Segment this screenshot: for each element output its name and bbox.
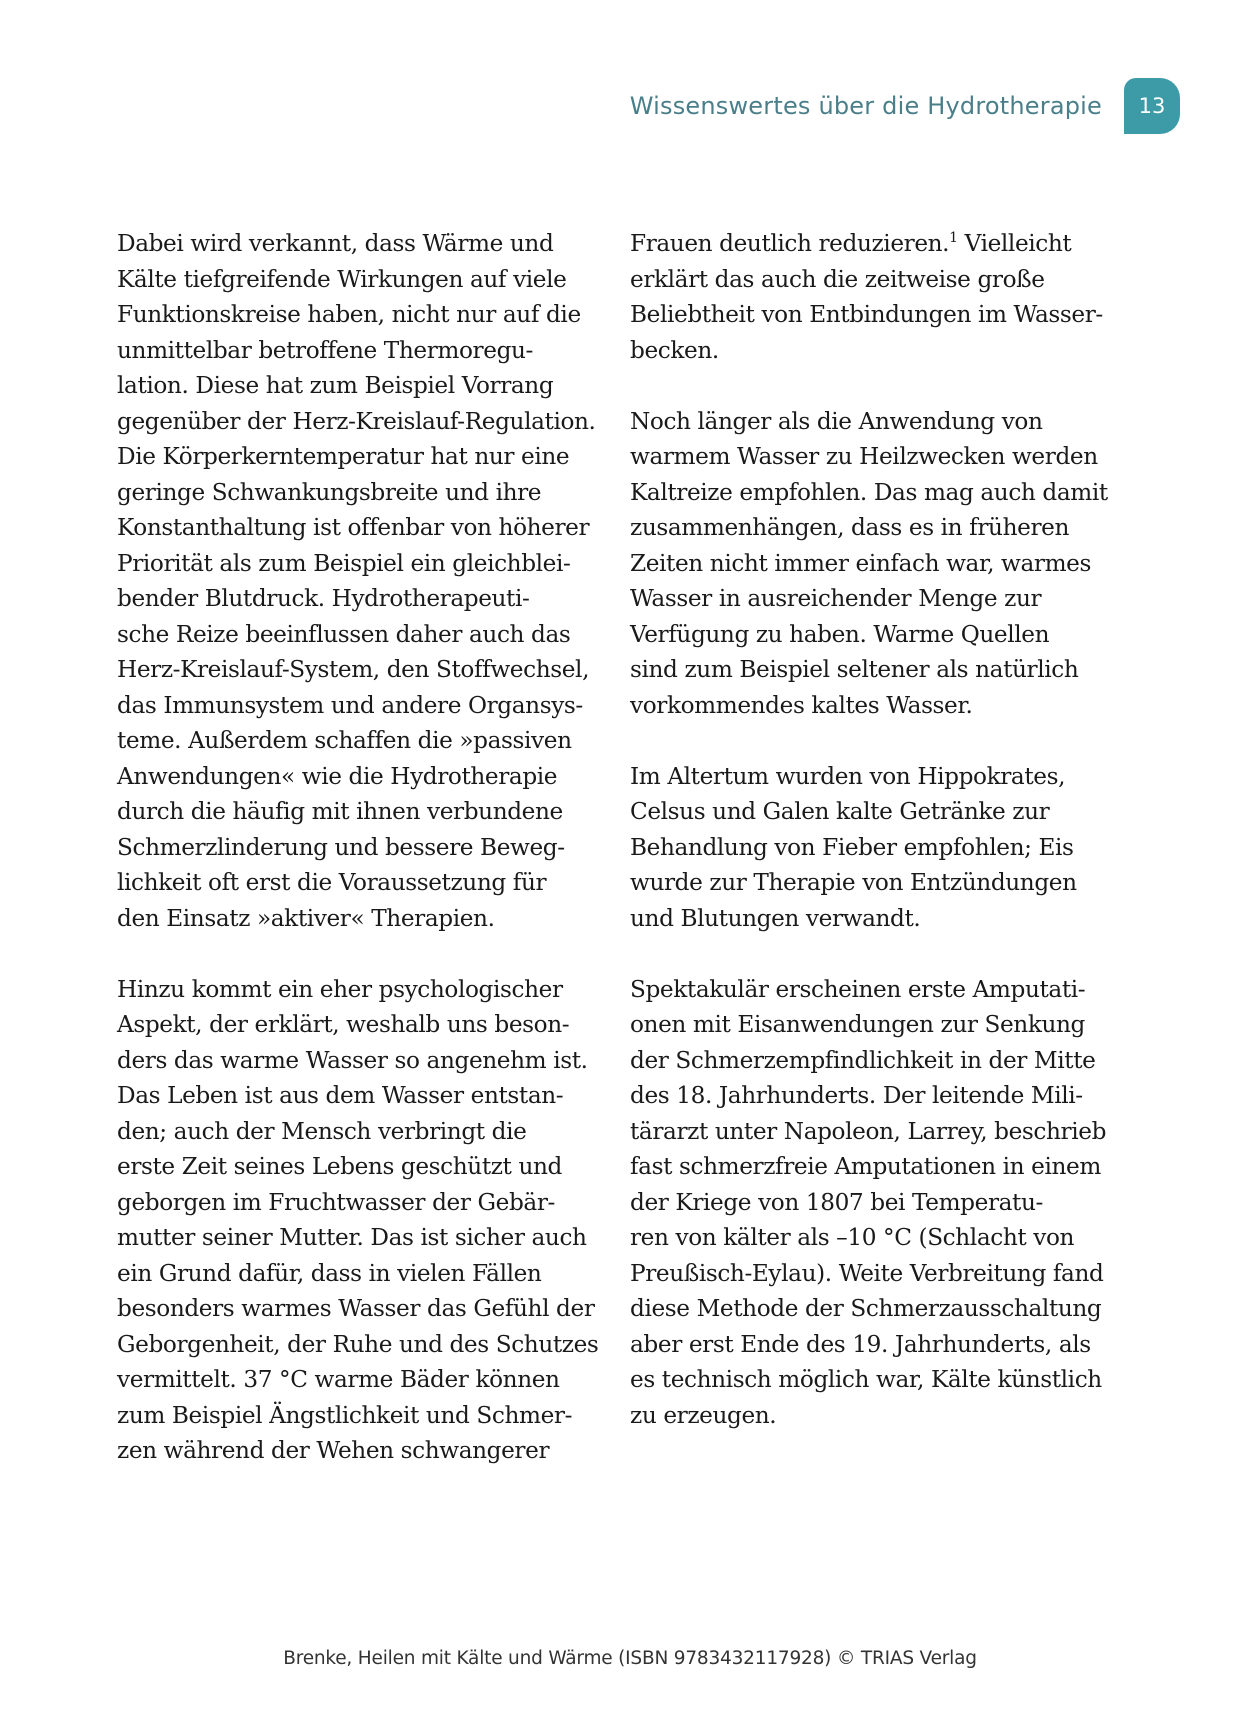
text-line: Kaltreize empfohlen. Das mag auch damit — [630, 478, 1108, 506]
paragraph — [630, 972, 1108, 1434]
text-fragment: Vielleicht — [957, 230, 1072, 257]
page-number-badge — [1124, 78, 1180, 134]
paragraph-gap — [630, 723, 1108, 759]
text-line: teme. Außerdem schaffen die »passiven — [117, 727, 572, 754]
text-line: ein Grund dafür, dass in vielen Fällen — [117, 1259, 542, 1287]
text-line: Dabei wird verkannt, dass Wärme und — [117, 230, 554, 257]
text-line: Anwendungen« wie die Hydrotherapie — [117, 762, 558, 790]
text-line: Funktionskreise haben, nicht nur auf die — [117, 301, 581, 328]
text-line: Im Altertum wurden von Hippokrates, — [630, 762, 1066, 790]
text-line: Spektakulär erscheinen erste Amputati- — [630, 975, 1086, 1003]
text-line: mutter seiner Mutter. Das ist sicher auch — [117, 1224, 587, 1251]
paragraph — [630, 226, 1108, 368]
paragraph-gap — [630, 936, 1108, 972]
text-line: der Kriege von 1807 bei Temperatu- — [630, 1188, 1043, 1216]
text-line: Noch länger als die Anwendung von — [630, 407, 1043, 435]
paragraph-gap — [117, 936, 595, 972]
text-line: den Einsatz »aktiver« Therapien. — [117, 904, 495, 932]
text-line: Zeiten nicht immer einfach war, warmes — [630, 549, 1092, 577]
text-line: Wasser in ausreichender Menge zur — [630, 585, 1042, 612]
text-line: Geborgenheit, der Ruhe und des Schutzes — [117, 1330, 599, 1358]
text-line: onen mit Eisanwendungen zur Senkung — [630, 1011, 1086, 1038]
running-header-title: Wissenswertes über die Hydrotherapie — [629, 92, 1102, 120]
paragraph-gap — [630, 368, 1108, 404]
text-line: Schmerzlinderung und bessere Beweg- — [117, 833, 565, 861]
text-line: den; auch der Mensch verbringt die — [117, 1117, 527, 1145]
text-line: vermittelt. 37 °C warme Bäder können — [117, 1366, 560, 1393]
text-line — [630, 226, 1108, 262]
text-line: Beliebtheit von Entbindungen im Wasser- — [630, 301, 1103, 328]
text-line: bender Blutdruck. Hydrotherapeuti- — [117, 585, 530, 612]
text-line: lichkeit oft erst die Voraussetzung für — [117, 869, 547, 896]
text-line: warmem Wasser zu Heilzwecken werden — [630, 443, 1098, 470]
text-line: Behandlung von Fieber empfohlen; Eis — [630, 833, 1074, 861]
text-line: das Immunsystem und andere Organsys- — [117, 691, 583, 719]
text-line: wurde zur Therapie von Entzündungen — [630, 869, 1077, 896]
text-line: durch die häufig mit ihnen verbundene — [117, 798, 563, 825]
text-line: geborgen im Fruchtwasser der Gebär- — [117, 1188, 555, 1216]
copyright-footer: Brenke, Heilen mit Kälte und Wärme (ISBN 9783432117928) © TRIAS Verlag — [283, 1648, 977, 1669]
text-line: unmittelbar betroffene Thermoregu- — [117, 336, 533, 364]
text-line: ders das warme Wasser so angenehm ist. — [117, 1046, 588, 1074]
text-line: erklärt das auch die zeitweise große — [630, 265, 1045, 293]
text-line: Das Leben ist aus dem Wasser entstan- — [117, 1082, 564, 1109]
text-line: Herz-Kreislauf-System, den Stoffwechsel, — [117, 656, 590, 683]
text-fragment: Frauen deutlich reduzieren. — [630, 230, 950, 257]
text-line: zen während der Wehen schwangerer — [117, 1437, 550, 1464]
paragraph — [630, 404, 1108, 724]
text-line: fast schmerzfreie Amputationen in einem — [630, 1153, 1101, 1180]
text-line: ren von kälter als –10 °C (Schlacht von — [630, 1224, 1075, 1251]
text-line: Preußisch-Eylau). Weite Verbreitung fand — [630, 1259, 1104, 1287]
text-line: zum Beispiel Ängstlichkeit und Schmer- — [117, 1401, 573, 1429]
text-line: vorkommendes kaltes Wasser. — [630, 691, 973, 719]
text-line: Priorität als zum Beispiel ein gleichblei- — [117, 549, 571, 577]
text-line: becken. — [630, 336, 719, 364]
text-line: Aspekt, der erklärt, weshalb uns beson- — [117, 1011, 570, 1038]
text-line: besonders warmes Wasser das Gefühl der — [117, 1295, 595, 1322]
text-line: gegenüber der Herz-Kreislauf-Regulation. — [117, 407, 596, 435]
footnote-marker: 1 — [949, 230, 958, 246]
page-number: 13 — [1138, 94, 1166, 118]
paragraph — [117, 226, 595, 936]
text-line: Verfügung zu haben. Warme Quellen — [630, 620, 1050, 648]
left-column — [117, 226, 599, 1469]
text-line: Die Körperkerntemperatur hat nur eine — [117, 443, 570, 470]
text-line: des 18. Jahrhunderts. Der leitende Mili- — [630, 1082, 1083, 1109]
text-line: zu erzeugen. — [630, 1401, 777, 1429]
right-column — [630, 226, 1108, 1433]
text-line: geringe Schwankungsbreite und ihre — [117, 478, 542, 506]
text-line: sind zum Beispiel seltener als natürlich — [630, 656, 1079, 683]
text-line: lation. Diese hat zum Beispiel Vorrang — [117, 372, 554, 399]
text-line: Konstanthaltung ist offenbar von höherer — [117, 514, 590, 541]
text-line: diese Methode der Schmerzausschaltung — [630, 1295, 1102, 1322]
text-line: und Blutungen verwandt. — [630, 904, 921, 932]
text-line: Celsus und Galen kalte Getränke zur — [630, 798, 1050, 825]
text-line: erste Zeit seines Lebens geschützt und — [117, 1153, 562, 1180]
text-line: Hinzu kommt ein eher psychologischer — [117, 975, 563, 1003]
text-line: zusammenhängen, dass es in früheren — [630, 514, 1069, 541]
paragraph — [630, 759, 1108, 937]
text-line: Kälte tiefgreifende Wirkungen auf viele — [117, 265, 567, 293]
text-line: aber erst Ende des 19. Jahrhunderts, als — [630, 1330, 1091, 1358]
text-line: es technisch möglich war, Kälte künstlich — [630, 1366, 1102, 1393]
paragraph — [117, 972, 599, 1469]
text-line: der Schmerzempfindlichkeit in der Mitte — [630, 1046, 1096, 1074]
text-line: tärarzt unter Napoleon, Larrey, beschrieb — [630, 1117, 1107, 1145]
text-line: sche Reize beeinflussen daher auch das — [117, 620, 571, 648]
